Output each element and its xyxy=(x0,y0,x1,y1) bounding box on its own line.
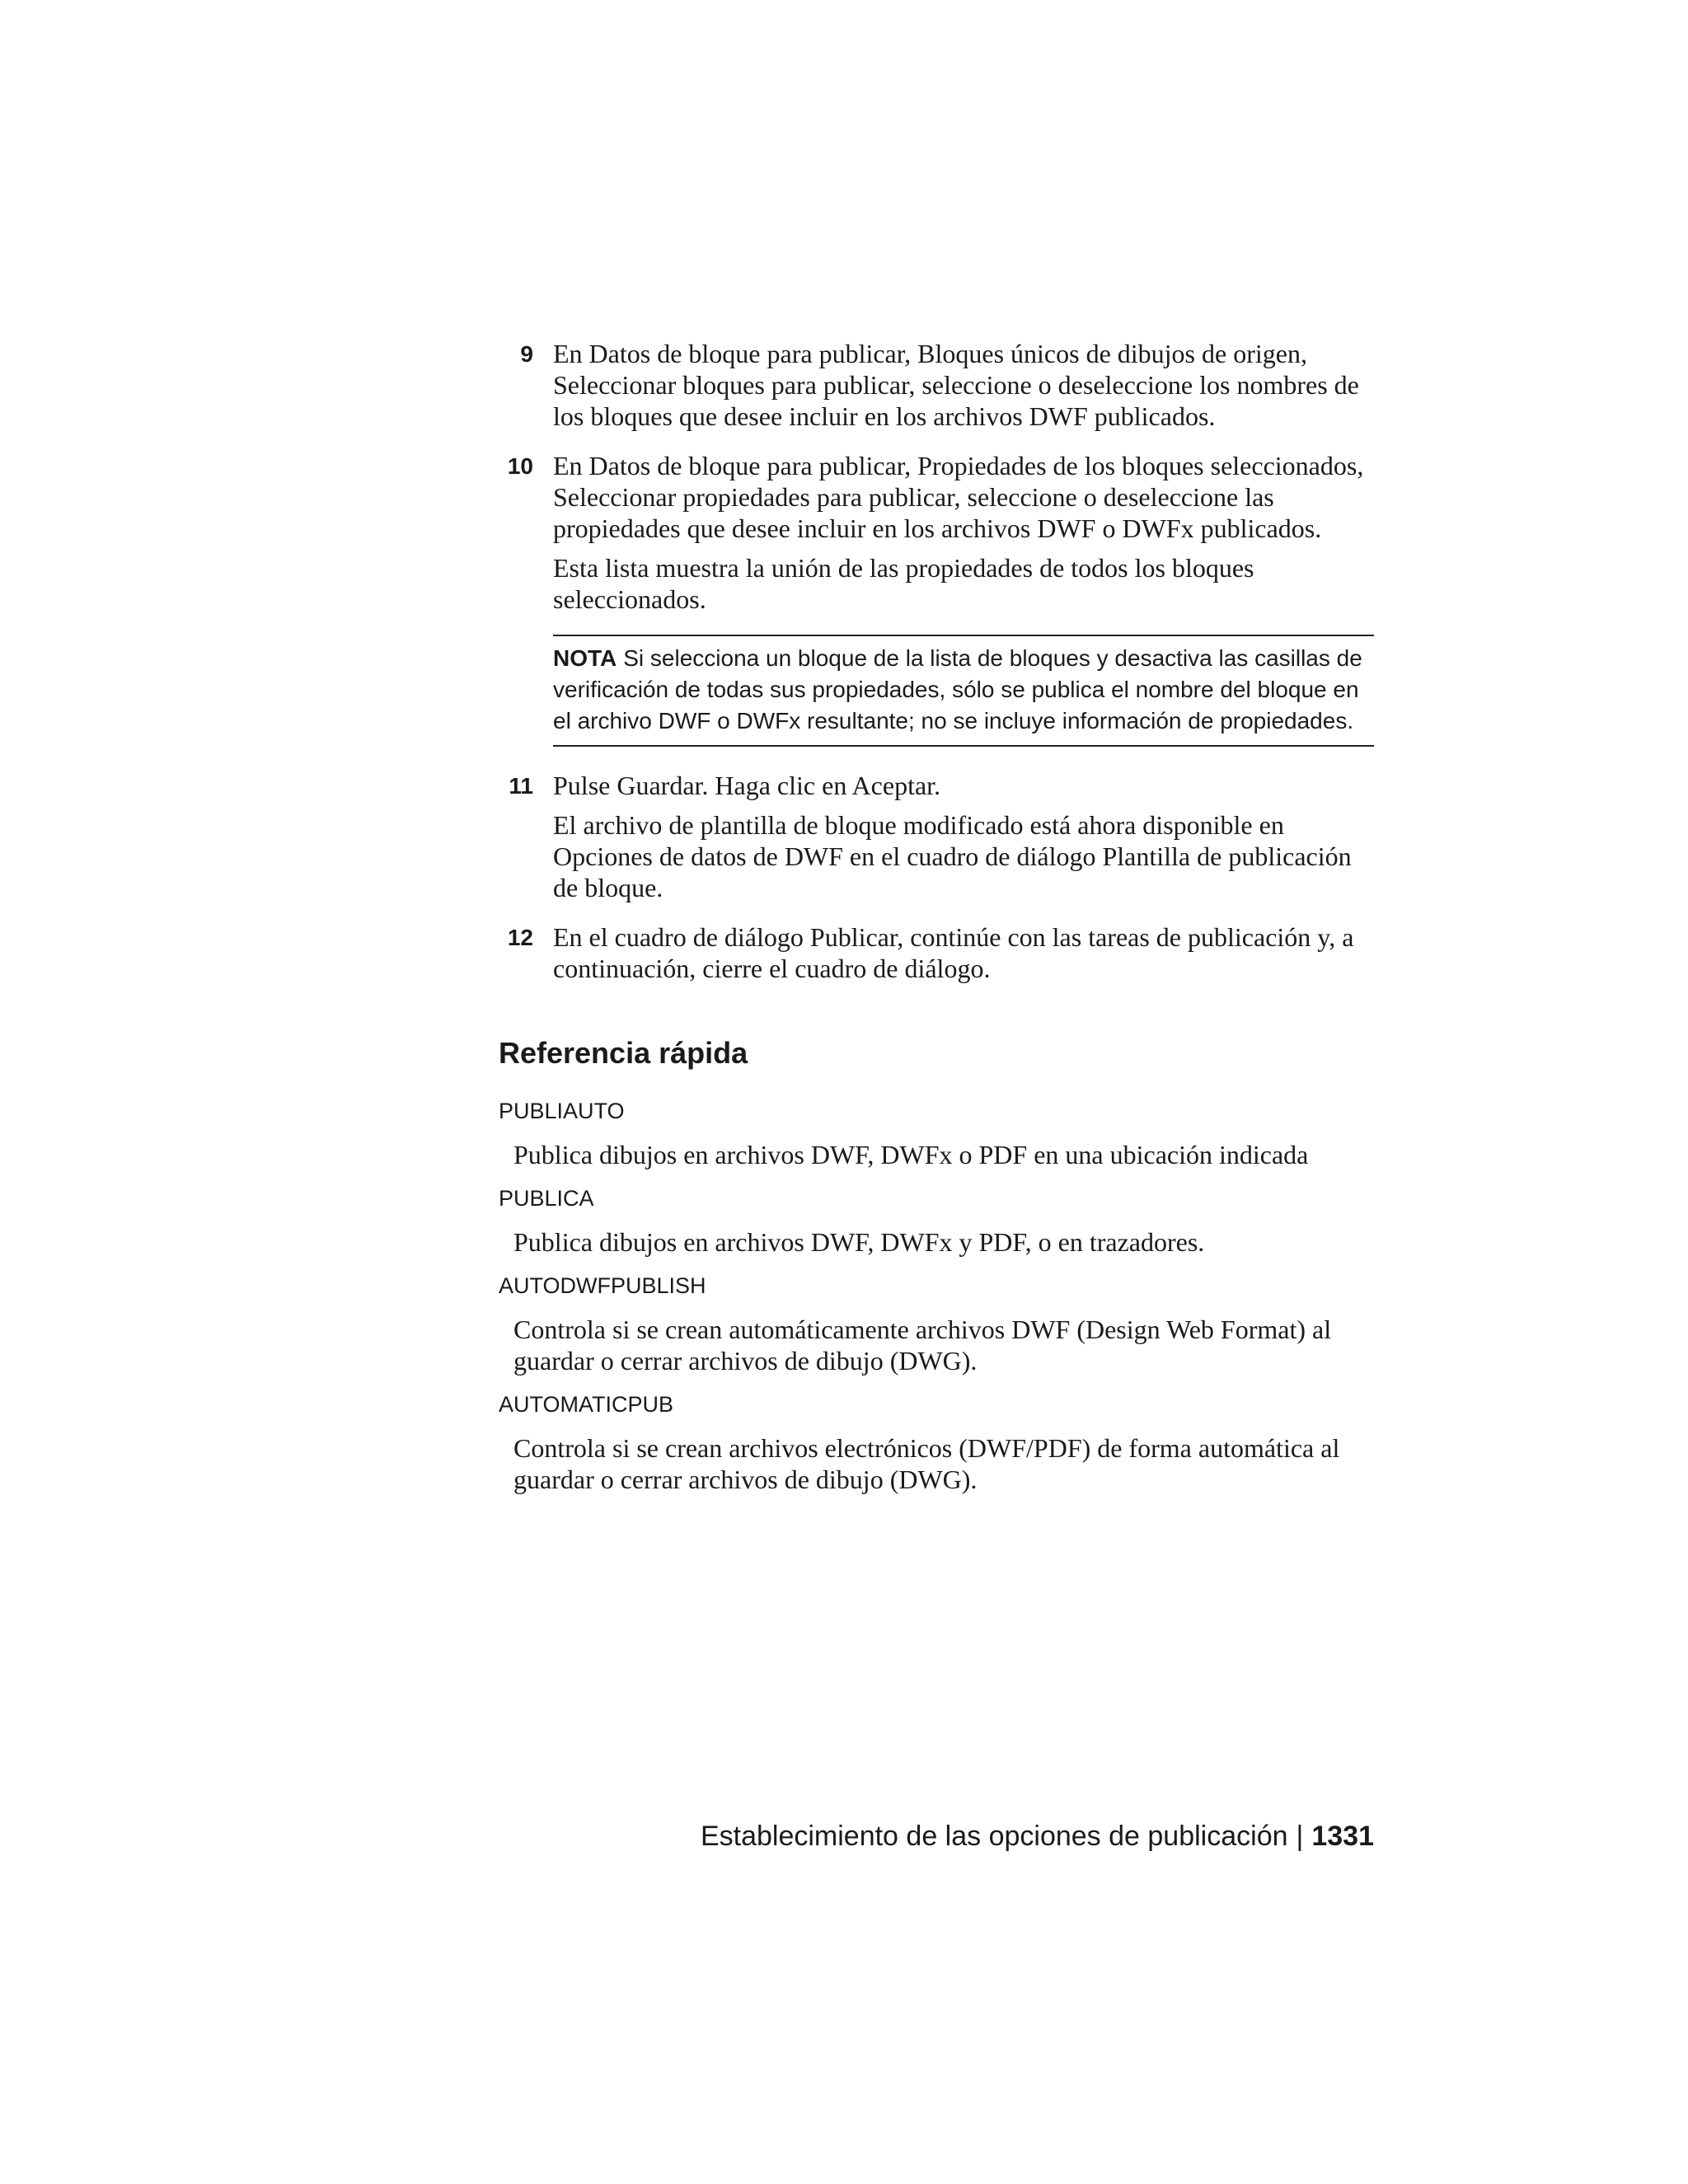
note-box xyxy=(553,635,1374,747)
page-content xyxy=(499,338,1374,1508)
step-paragraph: En el cuadro de diálogo Publicar, continúe con las tareas de publicación y, a continuación, cierre el cuadro de diálogo. xyxy=(553,922,1354,983)
command-description: Publica dibujos en archivos DWF, DWFx y PDF, o en trazadores. xyxy=(513,1227,1205,1257)
command-description: Controla si se crean archivos electrónicos (DWF/PDF) de forma automática al guardar o cerrar archivos de dibujo (DWG). xyxy=(513,1433,1340,1494)
note-text: Si selecciona un bloque de la lista de bloques y desactiva las casillas de verificación de todas sus propiedades, sólo se publica el nombre del bloque en el archivo DWF o DWFx resultante; no se incluye información de propiedades. xyxy=(553,645,1362,733)
page-number: 1331 xyxy=(1311,1821,1374,1852)
note-label: NOTA xyxy=(553,645,617,671)
step-9 xyxy=(499,338,1374,432)
footer-section-title: Establecimiento de las opciones de publicación xyxy=(700,1821,1288,1852)
step-paragraph: En Datos de bloque para publicar, Bloques únicos de dibujos de origen, Seleccionar bloques para publicar, seleccione o deseleccione los nombres de los bloques que desee incluir en los archivos DWF publicados. xyxy=(553,339,1359,431)
command-name: AUTOMATICPUB xyxy=(499,1392,674,1417)
step-11 xyxy=(499,770,1374,903)
step-12 xyxy=(499,921,1374,984)
step-paragraph: El archivo de plantilla de bloque modificado está ahora disponible en Opciones de datos de DWF en el cuadro de diálogo Plantilla de publicación de bloque. xyxy=(553,810,1352,902)
step-paragraph: Pulse Guardar. Haga clic en Aceptar. xyxy=(553,771,941,800)
step-10 xyxy=(499,450,1374,747)
command-description: Publica dibujos en archivos DWF, DWFx o PDF en una ubicación indicada xyxy=(513,1140,1309,1169)
step-number: 9 xyxy=(520,341,533,367)
step-number: 11 xyxy=(509,773,533,799)
command-name: AUTODWFPUBLISH xyxy=(499,1273,706,1298)
step-number: 12 xyxy=(507,925,533,950)
page-footer xyxy=(701,1818,1374,1854)
section-heading: Referencia rápida xyxy=(499,1036,748,1070)
command-name: PUBLIAUTO xyxy=(499,1099,625,1123)
step-number: 10 xyxy=(507,453,533,479)
command-name: PUBLICA xyxy=(499,1186,594,1211)
step-paragraph: Esta lista muestra la unión de las propiedades de todos los bloques seleccionados. xyxy=(553,553,1254,614)
step-paragraph: En Datos de bloque para publicar, Propiedades de los bloques seleccionados, Seleccionar propiedades para publicar, seleccione o deseleccione las propiedades que desee incluir en los archivos DWF o DWFx publicados. xyxy=(553,451,1364,543)
command-list xyxy=(499,1096,1374,1495)
footer-separator: | xyxy=(1296,1821,1304,1852)
command-description: Controla si se crean automáticamente archivos DWF (Design Web Format) al guardar o cerrar archivos de dibujo (DWG). xyxy=(513,1315,1332,1376)
